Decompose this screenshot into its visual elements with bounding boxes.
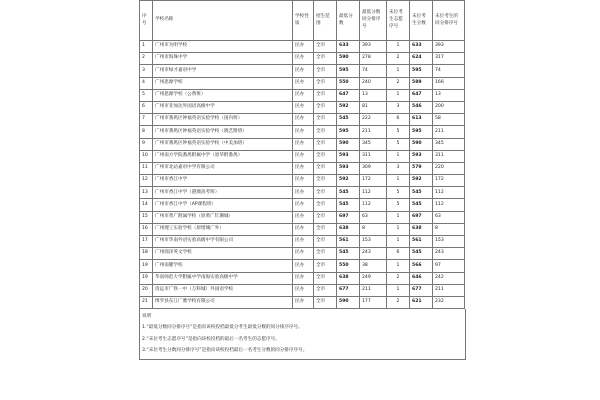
table-row xyxy=(140,150,465,162)
cell-min-score: 697 xyxy=(337,211,360,223)
table-row xyxy=(140,223,465,235)
cell-last-pref: 1 xyxy=(387,211,410,223)
cell-last-pref: 5 xyxy=(387,199,410,211)
cell-last-pref: 1 xyxy=(387,223,410,235)
cell-last-rank: 153 xyxy=(433,236,465,248)
table-row xyxy=(140,138,465,150)
cell-type: 民办 xyxy=(293,101,314,113)
table-row xyxy=(140,101,465,113)
header-last-pref: 末位考生志愿序号 xyxy=(387,1,410,41)
cell-school: 广州市北站嘉府中学有限公司 xyxy=(153,162,293,174)
note-item: 2.“末位考生志愿序号”是指向该校投档的最后一名考生的志愿序号。 xyxy=(142,336,280,342)
table-row xyxy=(140,187,465,199)
cell-range: 全市 xyxy=(314,211,337,223)
cell-type: 民办 xyxy=(293,150,314,162)
cell-min-score: 593 xyxy=(337,162,360,174)
cell-school: 广州南方学院番禺附属中学（原华附番禺） xyxy=(153,150,293,162)
header-last-score: 末位考生分数 xyxy=(410,1,433,41)
cell-range: 全市 xyxy=(314,272,337,284)
cell-school: 广州市番禺区钟福英语实验学校（国内班） xyxy=(153,114,293,126)
cell-index: 13 xyxy=(140,187,153,199)
header-type: 学校性质 xyxy=(293,1,314,41)
cell-last-score: 593 xyxy=(410,150,433,162)
cell-last-rank: 58 xyxy=(433,114,465,126)
cell-range: 全市 xyxy=(314,187,337,199)
cell-index: 19 xyxy=(140,260,153,272)
cell-last-rank: 112 xyxy=(433,187,465,199)
cell-last-pref: 5 xyxy=(387,187,410,199)
cell-range: 全市 xyxy=(314,248,337,260)
cell-index: 19 xyxy=(140,272,153,284)
cell-min-score: 561 xyxy=(337,236,360,248)
cell-school: 广州市海珠中学 xyxy=(153,53,293,65)
cell-school: 广州市香江中学 xyxy=(153,175,293,187)
table-body xyxy=(140,41,465,309)
cell-range: 全市 xyxy=(314,223,337,235)
cell-min-rank: 8 xyxy=(360,223,387,235)
cell-last-pref: 1 xyxy=(387,89,410,101)
cell-last-score: 646 xyxy=(410,272,433,284)
header-min-rank: 最低分数同分排序号 xyxy=(360,1,387,41)
cell-school: 广州理工实验学校（原增城广外） xyxy=(153,223,293,235)
cell-last-pref: 6 xyxy=(387,114,410,126)
cell-last-pref: 5 xyxy=(387,138,410,150)
cell-range: 全市 xyxy=(314,150,337,162)
table-row xyxy=(140,114,465,126)
cell-type: 民办 xyxy=(293,114,314,126)
cell-last-rank: 200 xyxy=(433,101,465,113)
cell-index: 12 xyxy=(140,175,153,187)
table-header-row xyxy=(140,1,465,41)
cell-min-rank: 63 xyxy=(360,211,387,223)
cell-index: 18 xyxy=(140,248,153,260)
cell-min-rank: 13 xyxy=(360,89,387,101)
cell-min-rank: 278 xyxy=(360,53,387,65)
cell-index: 1 xyxy=(140,41,153,53)
cell-last-pref: 6 xyxy=(387,248,410,260)
cell-index: 3 xyxy=(140,65,153,77)
cell-min-rank: 74 xyxy=(360,65,387,77)
header-last-rank: 末位考生的同分排序号 xyxy=(433,1,465,41)
cell-index: 10 xyxy=(140,150,153,162)
cell-last-rank: 112 xyxy=(433,199,465,211)
cell-last-rank: 172 xyxy=(433,175,465,187)
cell-min-score: 545 xyxy=(337,248,360,260)
cell-min-score: 638 xyxy=(337,223,360,235)
cell-last-score: 579 xyxy=(410,162,433,174)
table-row xyxy=(140,126,465,138)
cell-last-pref: 5 xyxy=(387,126,410,138)
cell-min-rank: 309 xyxy=(360,162,387,174)
cell-range: 全市 xyxy=(314,138,337,150)
table-row xyxy=(140,41,465,53)
cell-index: 4 xyxy=(140,77,153,89)
cell-last-score: 566 xyxy=(410,260,433,272)
cell-last-pref: 1 xyxy=(387,175,410,187)
notes-title: 说明 xyxy=(142,313,152,319)
cell-type: 民办 xyxy=(293,53,314,65)
cell-last-score: 590 xyxy=(410,138,433,150)
cell-min-score: 545 xyxy=(337,187,360,199)
table-row xyxy=(140,248,465,260)
cell-last-rank: 345 xyxy=(433,138,465,150)
cell-type: 民办 xyxy=(293,236,314,248)
cell-index: 7 xyxy=(140,114,153,126)
cell-min-score: 633 xyxy=(337,41,360,53)
cell-range: 全市 xyxy=(314,77,337,89)
cell-school: 广州市番禺区钟福英语实验学校（中美加班） xyxy=(153,138,293,150)
cell-last-score: 592 xyxy=(410,175,433,187)
table-row xyxy=(140,77,465,89)
cell-last-score: 613 xyxy=(410,114,433,126)
cell-min-score: 595 xyxy=(337,65,360,77)
cell-last-rank: 97 xyxy=(433,260,465,272)
cell-min-score: 593 xyxy=(337,150,360,162)
cell-last-pref: 1 xyxy=(387,236,410,248)
cell-range: 全市 xyxy=(314,260,337,272)
cell-last-rank: 63 xyxy=(433,211,465,223)
cell-range: 全市 xyxy=(314,175,337,187)
cell-last-pref: 1 xyxy=(387,260,410,272)
cell-type: 民办 xyxy=(293,126,314,138)
cell-last-rank: 242 xyxy=(433,272,465,284)
cell-range: 全市 xyxy=(314,199,337,211)
cell-min-rank: 211 xyxy=(360,126,387,138)
cell-type: 民办 xyxy=(293,41,314,53)
cell-last-score: 545 xyxy=(410,248,433,260)
table-row xyxy=(140,162,465,174)
cell-min-score: 590 xyxy=(337,138,360,150)
cell-type: 民办 xyxy=(293,248,314,260)
cell-min-score: 550 xyxy=(337,260,360,272)
cell-school: 清远市广铁一中（万科城）外国语学校 xyxy=(153,284,293,296)
cell-type: 民办 xyxy=(293,65,314,77)
cell-last-score: 621 xyxy=(410,296,433,308)
cell-last-pref: 1 xyxy=(387,41,410,53)
table-row xyxy=(140,175,465,187)
cell-last-score: 546 xyxy=(410,101,433,113)
cell-last-pref: 2 xyxy=(387,272,410,284)
cell-school: 广州思源学校（公费班） xyxy=(153,89,293,101)
cell-school: 广州思源学校 xyxy=(153,77,293,89)
cell-school: 广州市为明学校 xyxy=(153,41,293,53)
cell-min-rank: 222 xyxy=(360,114,387,126)
cell-last-rank: 8 xyxy=(433,223,465,235)
cell-range: 全市 xyxy=(314,126,337,138)
cell-last-rank: 243 xyxy=(433,248,465,260)
cell-min-rank: 172 xyxy=(360,175,387,187)
table-row xyxy=(140,284,465,296)
cell-last-score: 633 xyxy=(410,41,433,53)
cell-school: 博罗县东江广雅学校有限公司 xyxy=(153,296,293,308)
cell-min-rank: 393 xyxy=(360,41,387,53)
note-item: 3.“末位考生分数同分排序号”是指向该校投档最后一名考生分数的同分排序序号。 xyxy=(142,348,308,354)
cell-range: 全市 xyxy=(314,65,337,77)
cell-last-pref: 3 xyxy=(387,101,410,113)
cell-last-score: 545 xyxy=(410,187,433,199)
cell-min-score: 595 xyxy=(337,126,360,138)
cell-min-rank: 177 xyxy=(360,296,387,308)
cell-min-rank: 112 xyxy=(360,187,387,199)
cell-type: 民办 xyxy=(293,199,314,211)
cell-min-rank: 243 xyxy=(360,248,387,260)
cell-index: 14 xyxy=(140,199,153,211)
cell-last-pref: 1 xyxy=(387,150,410,162)
cell-min-score: 590 xyxy=(337,296,360,308)
note-item: 1.“最低分数同分排序号”是指向该校投档最低分考生最低分数的同分排序序号。 xyxy=(142,325,303,331)
table-row xyxy=(140,53,465,65)
cell-school: 广州市亚加达外国语高级中学 xyxy=(153,101,293,113)
cell-range: 全市 xyxy=(314,236,337,248)
cell-index: 15 xyxy=(140,211,153,223)
cell-last-rank: 166 xyxy=(433,77,465,89)
header-index: 序号 xyxy=(140,1,153,41)
cell-last-rank: 311 xyxy=(433,150,465,162)
cell-range: 全市 xyxy=(314,89,337,101)
cell-index: 11 xyxy=(140,162,153,174)
table-row xyxy=(140,260,465,272)
cell-min-score: 545 xyxy=(337,199,360,211)
cell-last-pref: 1 xyxy=(387,284,410,296)
cell-min-rank: 81 xyxy=(360,101,387,113)
cell-range: 全市 xyxy=(314,41,337,53)
cell-school: 广州市番禺区钟福英语实验学校（晓艺附班） xyxy=(153,126,293,138)
cell-type: 民办 xyxy=(293,187,314,199)
cell-min-rank: 240 xyxy=(360,77,387,89)
cell-type: 民办 xyxy=(293,211,314,223)
cell-min-rank: 345 xyxy=(360,138,387,150)
table-row xyxy=(140,236,465,248)
admission-table xyxy=(139,0,465,309)
admission-score-document xyxy=(139,0,464,400)
cell-last-rank: 211 xyxy=(433,126,465,138)
cell-last-score: 647 xyxy=(410,89,433,101)
cell-min-rank: 311 xyxy=(360,150,387,162)
cell-last-score: 638 xyxy=(410,223,433,235)
cell-type: 民办 xyxy=(293,223,314,235)
table-row xyxy=(140,65,465,77)
cell-last-rank: 220 xyxy=(433,162,465,174)
cell-index: 5 xyxy=(140,89,153,101)
cell-min-score: 550 xyxy=(337,77,360,89)
cell-min-score: 545 xyxy=(337,114,360,126)
cell-school: 广州市香江中学（AP课程班） xyxy=(153,199,293,211)
cell-type: 民办 xyxy=(293,138,314,150)
cell-min-rank: 249 xyxy=(360,272,387,284)
table-row xyxy=(140,199,465,211)
cell-last-pref: 2 xyxy=(387,53,410,65)
table-row xyxy=(140,89,465,101)
cell-min-score: 590 xyxy=(337,53,360,65)
cell-range: 全市 xyxy=(314,114,337,126)
cell-last-pref: 2 xyxy=(387,296,410,308)
cell-last-score: 677 xyxy=(410,284,433,296)
cell-index: 21 xyxy=(140,296,153,308)
cell-type: 民办 xyxy=(293,175,314,187)
cell-school: 广州市黄广附属学校（原黄广钉珊城） xyxy=(153,211,293,223)
cell-last-rank: 211 xyxy=(433,284,465,296)
cell-type: 民办 xyxy=(293,284,314,296)
cell-index: 2 xyxy=(140,53,153,65)
cell-index: 20 xyxy=(140,284,153,296)
cell-min-score: 677 xyxy=(337,284,360,296)
cell-school: 广州市香江中学（港澳高考班） xyxy=(153,187,293,199)
cell-last-rank: 13 xyxy=(433,89,465,101)
cell-range: 全市 xyxy=(314,53,337,65)
cell-last-score: 545 xyxy=(410,199,433,211)
cell-range: 全市 xyxy=(314,162,337,174)
cell-type: 民办 xyxy=(293,77,314,89)
cell-last-pref: 3 xyxy=(387,162,410,174)
cell-index: 9 xyxy=(140,138,153,150)
table-row xyxy=(140,211,465,223)
cell-last-score: 595 xyxy=(410,65,433,77)
cell-last-score: 561 xyxy=(410,236,433,248)
cell-last-score: 697 xyxy=(410,211,433,223)
cell-last-score: 624 xyxy=(410,53,433,65)
cell-index: 6 xyxy=(140,101,153,113)
cell-last-rank: 317 xyxy=(433,53,465,65)
cell-index: 16 xyxy=(140,223,153,235)
table-row xyxy=(140,272,465,284)
cell-school: 华南师范大学附属中学南海实验高级中学 xyxy=(153,272,293,284)
table-row xyxy=(140,296,465,308)
cell-type: 民办 xyxy=(293,296,314,308)
cell-index: 17 xyxy=(140,236,153,248)
cell-min-score: 592 xyxy=(337,175,360,187)
cell-min-score: 592 xyxy=(337,101,360,113)
header-min-score: 最低分数 xyxy=(337,1,360,41)
cell-range: 全市 xyxy=(314,101,337,113)
cell-min-rank: 153 xyxy=(360,236,387,248)
cell-index: 8 xyxy=(140,126,153,138)
cell-school: 广州市华南外语实验高级中学有限公司 xyxy=(153,236,293,248)
cell-type: 民办 xyxy=(293,162,314,174)
cell-school: 广州南麓学校 xyxy=(153,260,293,272)
header-school: 学校名称 xyxy=(153,1,293,41)
cell-last-pref: 2 xyxy=(387,77,410,89)
cell-last-pref: 1 xyxy=(387,65,410,77)
cell-type: 民办 xyxy=(293,272,314,284)
cell-min-rank: 112 xyxy=(360,199,387,211)
cell-last-score: 589 xyxy=(410,77,433,89)
cell-school: 广州商泽英文学校 xyxy=(153,248,293,260)
cell-min-score: 647 xyxy=(337,89,360,101)
cell-last-rank: 232 xyxy=(433,296,465,308)
cell-min-rank: 211 xyxy=(360,284,387,296)
cell-type: 民办 xyxy=(293,89,314,101)
cell-school: 广州市绿才嘉府中学 xyxy=(153,65,293,77)
cell-min-score: 638 xyxy=(337,272,360,284)
header-range: 招生范围 xyxy=(314,1,337,41)
cell-min-rank: 38 xyxy=(360,260,387,272)
cell-range: 全市 xyxy=(314,284,337,296)
cell-last-rank: 393 xyxy=(433,41,465,53)
notes-section xyxy=(139,309,466,360)
cell-type: 民办 xyxy=(293,260,314,272)
cell-last-score: 595 xyxy=(410,126,433,138)
cell-range: 全市 xyxy=(314,296,337,308)
cell-last-rank: 74 xyxy=(433,65,465,77)
